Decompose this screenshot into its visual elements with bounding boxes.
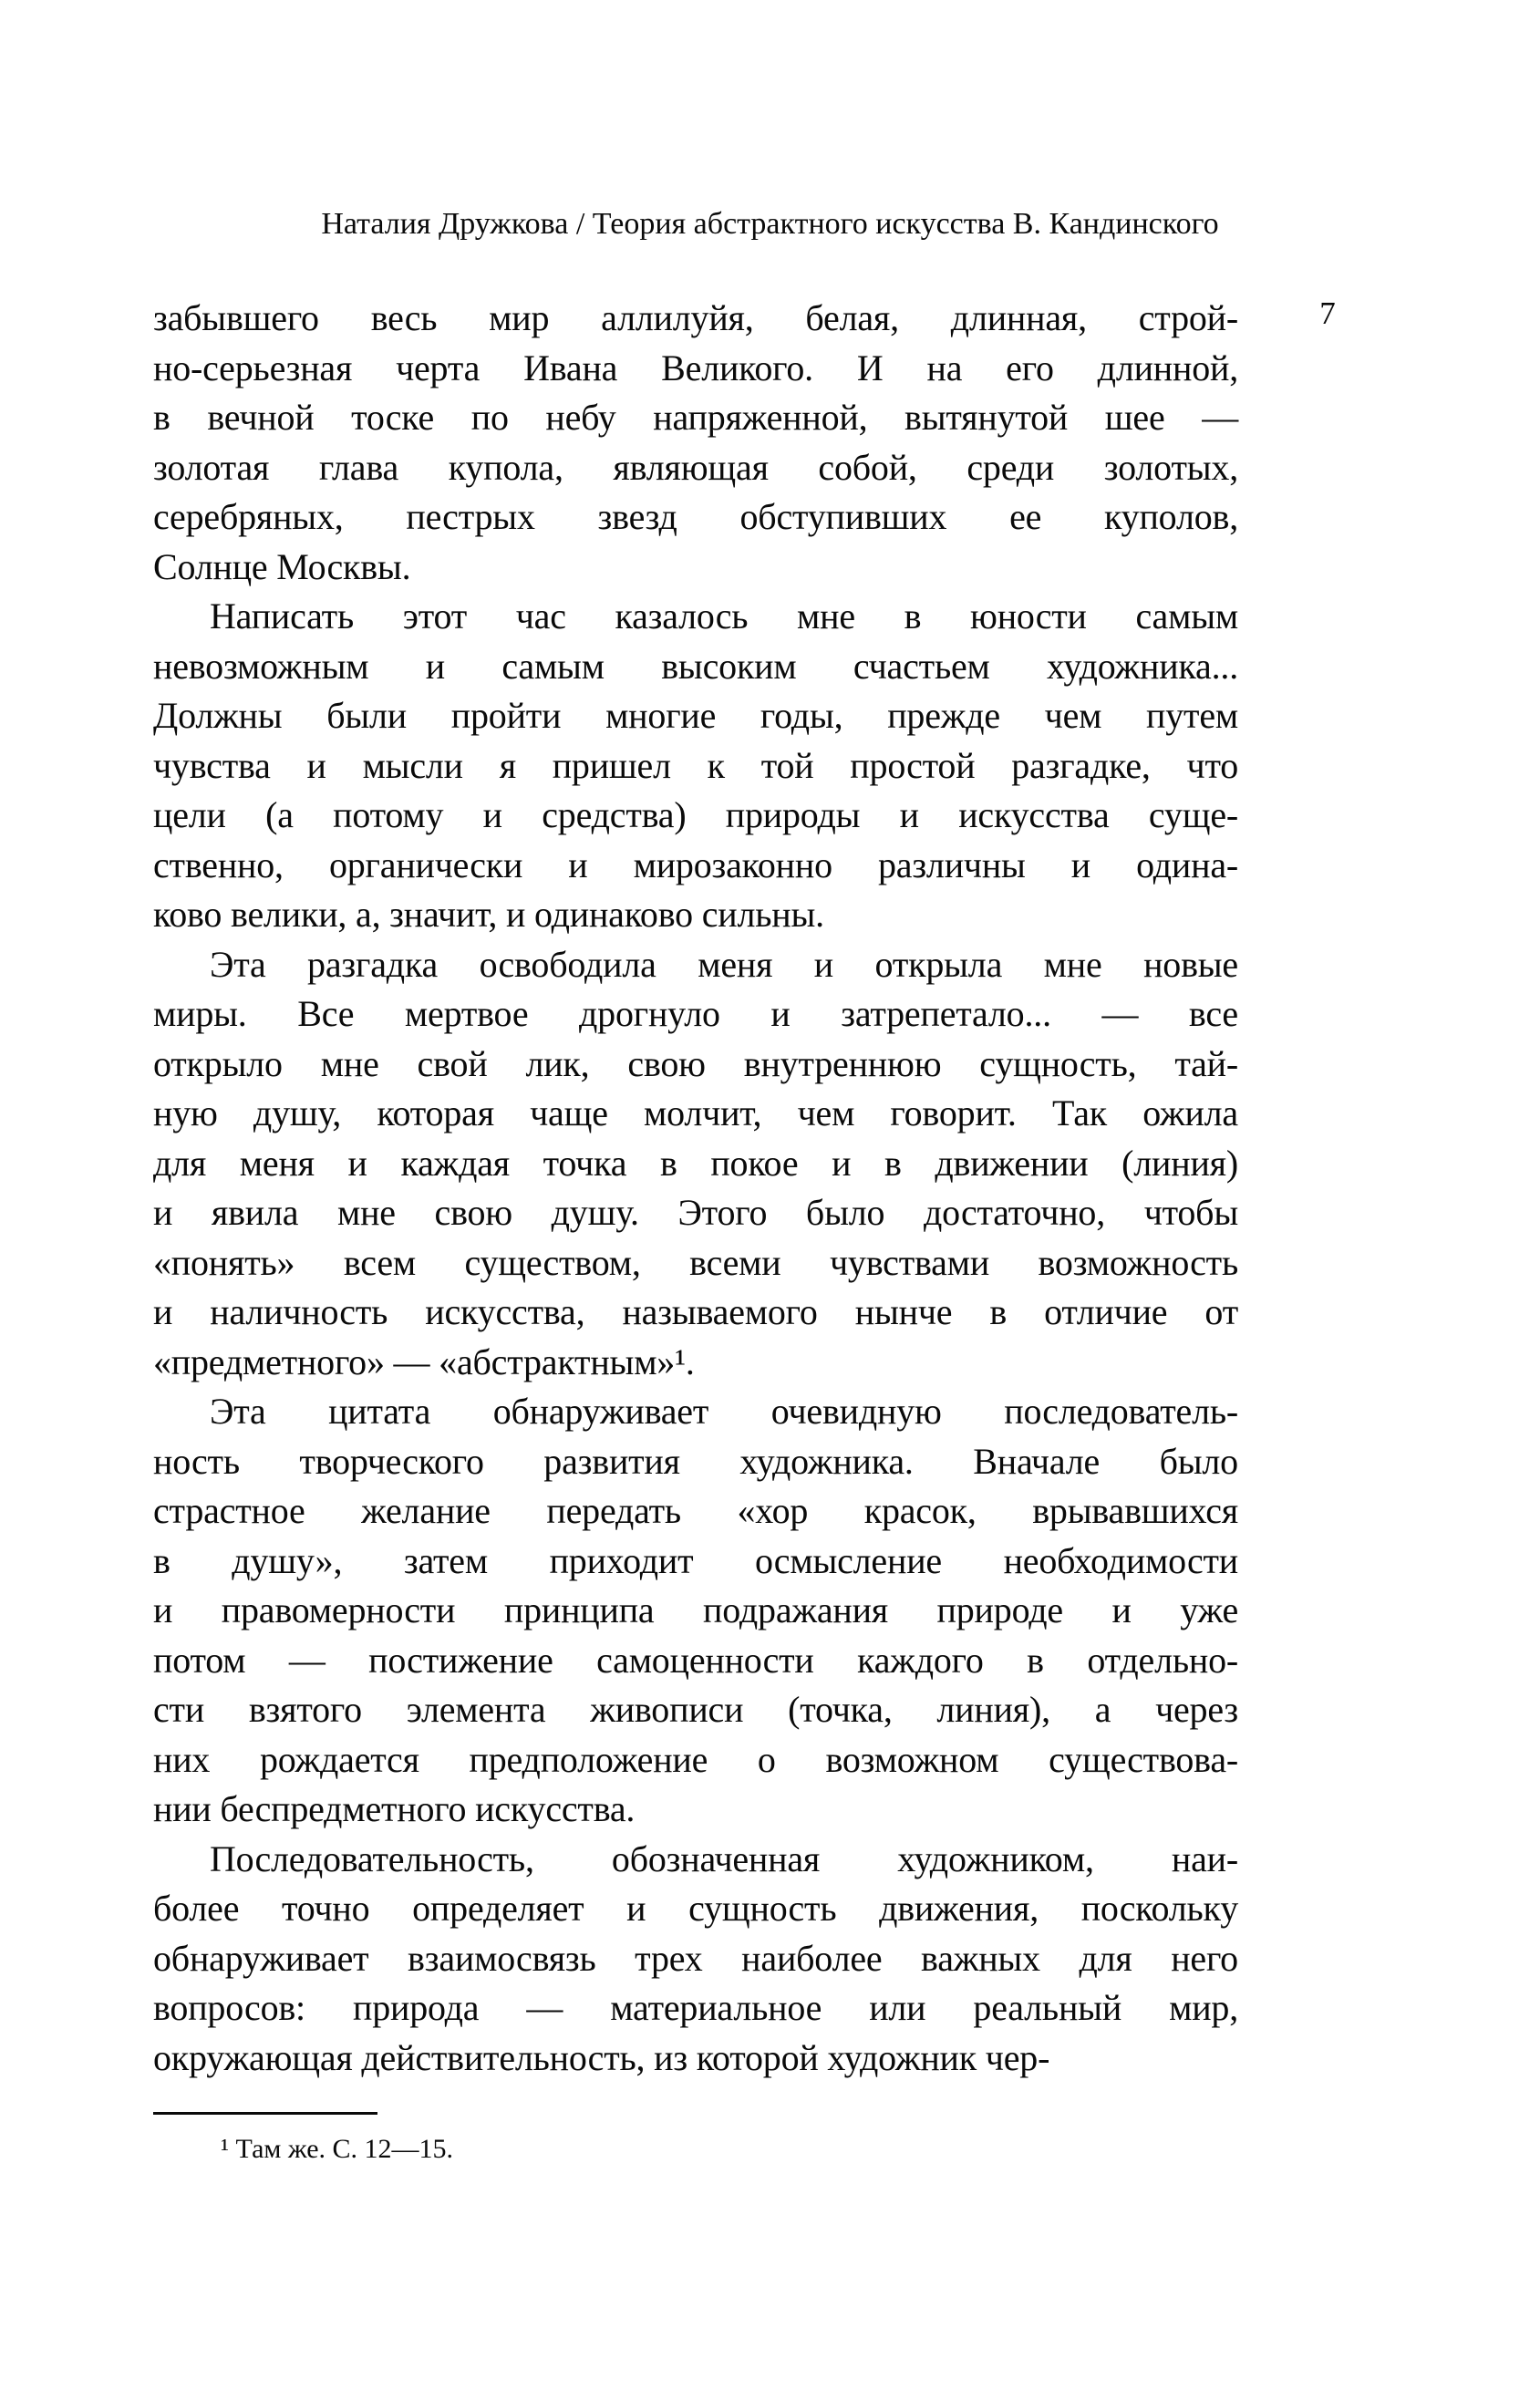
text-line: и правомерности принципа подражания природе и уже <box>153 1589 1238 1630</box>
text-line: золотая глава купола, являющая собой, среди золотых, <box>153 446 1238 488</box>
text-line: страстное желание передать «хор красок, врывавшихся <box>153 1490 1238 1531</box>
text-line: окружающая действительность, из которой художник чер- <box>153 2036 1050 2078</box>
text-line: Написать этот час казалось мне в юности самым <box>210 595 1238 637</box>
text-line: нии беспредметного искусства. <box>153 1788 636 1829</box>
body-text <box>153 294 1238 2083</box>
text-line: и наличность искусства, называемого нынче в отличие от <box>153 1291 1238 1332</box>
running-header: Наталия Дружкова / Теория абстрактного искусства В. Кандинского <box>321 207 1219 241</box>
text-line: «понять» всем существом, всеми чувствами возможность <box>153 1241 1238 1283</box>
text-line: забывшего весь мир аллилуйя, белая, длинная, строй- <box>153 297 1238 338</box>
text-line: для меня и каждая точка в покое и в движении (линия) <box>153 1142 1238 1184</box>
paragraph <box>153 294 1238 592</box>
paragraph <box>153 1387 1238 1835</box>
text-line: и явила мне свою душу. Этого было достаточно, чтобы <box>153 1192 1238 1233</box>
text-line: «предметного» — «абстрактным»¹. <box>153 1340 695 1382</box>
text-line: потом — постижение самоценности каждого в отдельно- <box>153 1639 1238 1681</box>
text-line: открыло мне свой лик, свою внутреннюю сущность, тай- <box>153 1042 1238 1084</box>
text-line: вопросов: природа — материальное или реальный мир, <box>153 1987 1238 2028</box>
paragraph <box>153 940 1238 1388</box>
paragraph <box>153 592 1238 940</box>
text-line: Эта разгадка освободила меня и открыла мне новые <box>210 943 1238 985</box>
text-line: невозможным и самым высоким счастьем художника... <box>153 645 1238 687</box>
text-line: них рождается предположение о возможном существова- <box>153 1738 1238 1780</box>
text-line: ственно, органически и мирозаконно различны и одина- <box>153 844 1238 885</box>
text-line: ную душу, которая чаще молчит, чем говорит. Так ожила <box>153 1092 1238 1133</box>
text-line: Эта цитата обнаруживает очевидную последователь- <box>210 1391 1238 1432</box>
text-line: но-серьезная черта Ивана Великого. И на его длинной, <box>153 347 1238 388</box>
text-line: обнаруживает взаимосвязь трех наиболее важных для него <box>153 1937 1238 1979</box>
text-line: Должны были пройти многие годы, прежде чем путем <box>153 695 1238 736</box>
text-line: в вечной тоске по небу напряженной, вытянутой шее — <box>153 397 1238 438</box>
paragraph <box>153 1835 1238 2084</box>
text-line: ково велики, а, значит, и одинаково сильны. <box>153 894 824 935</box>
footnote-divider <box>153 2112 377 2115</box>
text-line: серебряных, пестрых звезд обступивших ее куполов, <box>153 496 1238 537</box>
text-line: сти взятого элемента живописи (точка, линия), а через <box>153 1689 1238 1730</box>
text-line: чувства и мысли я пришел к той простой разгадке, что <box>153 744 1238 786</box>
text-line: Солнце Москвы. <box>153 545 411 587</box>
text-line: в душу», затем приходит осмысление необходимости <box>153 1539 1238 1581</box>
text-line: более точно определяет и сущность движения, поскольку <box>153 1888 1238 1929</box>
text-line: Последовательность, обозначенная художником, наи- <box>210 1837 1238 1879</box>
text-line: ность творческого развития художника. Вначале было <box>153 1440 1238 1482</box>
page-number: 7 <box>1319 295 1336 331</box>
text-line: цели (а потому и средства) природы и искусства суще- <box>153 794 1238 835</box>
text-line: миры. Все мертвое дрогнуло и затрепетало... — все <box>153 993 1238 1034</box>
footnote-text: ¹ Там же. С. 12—15. <box>221 2134 454 2164</box>
